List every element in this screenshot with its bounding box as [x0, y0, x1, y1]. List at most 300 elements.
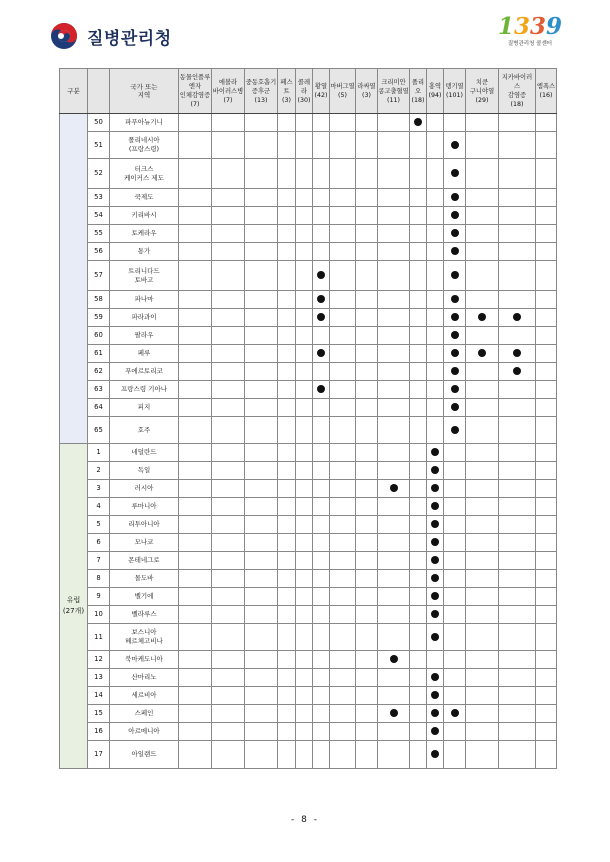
- disease-cell: [444, 381, 466, 399]
- disease-cell: [212, 741, 245, 769]
- disease-cell: [427, 207, 444, 225]
- table-row: [60, 399, 557, 417]
- disease-cell: [179, 291, 212, 309]
- disease-cell: [356, 363, 378, 381]
- table-row: [60, 462, 557, 480]
- presence-dot-icon: [431, 556, 439, 564]
- disease-cell: [179, 159, 212, 189]
- disease-cell: [278, 516, 296, 534]
- disease-cell: [245, 291, 278, 309]
- disease-cell: [444, 207, 466, 225]
- row-number: 8: [88, 570, 110, 588]
- disease-cell: [330, 651, 356, 669]
- disease-cell: [313, 705, 330, 723]
- disease-cell: [499, 291, 536, 309]
- disease-cell: [245, 399, 278, 417]
- disease-cell: [278, 159, 296, 189]
- presence-dot-icon: [317, 313, 325, 321]
- country-name: 호주: [110, 417, 179, 444]
- disease-cell: [499, 309, 536, 327]
- presence-dot-icon: [414, 118, 422, 126]
- disease-cell: [179, 399, 212, 417]
- presence-dot-icon: [431, 574, 439, 582]
- disease-cell: [427, 444, 444, 462]
- disease-cell: [179, 606, 212, 624]
- presence-dot-icon: [478, 313, 486, 321]
- disease-cell: [410, 225, 427, 243]
- presence-dot-icon: [451, 709, 459, 717]
- disease-cell: [179, 363, 212, 381]
- presence-dot-icon: [451, 426, 459, 434]
- disease-cell: [330, 243, 356, 261]
- disease-cell: [212, 189, 245, 207]
- disease-cell: [444, 534, 466, 552]
- presence-dot-icon: [431, 727, 439, 735]
- disease-cell: [313, 687, 330, 705]
- disease-cell: [278, 741, 296, 769]
- disease-cell: [313, 570, 330, 588]
- table-row: [60, 669, 557, 687]
- disease-cell: [499, 462, 536, 480]
- disease-cell: [466, 132, 499, 159]
- disease-cell: [278, 132, 296, 159]
- disease-cell: [356, 669, 378, 687]
- presence-dot-icon: [431, 502, 439, 510]
- presence-dot-icon: [431, 484, 439, 492]
- column-header-region: 구분: [60, 69, 88, 114]
- disease-cell: [356, 309, 378, 327]
- disease-cell: [278, 480, 296, 498]
- disease-cell: [330, 534, 356, 552]
- disease-cell: [444, 363, 466, 381]
- row-number: 16: [88, 723, 110, 741]
- taegeuk-icon: [50, 22, 78, 50]
- disease-cell: [466, 444, 499, 462]
- disease-cell: [245, 687, 278, 705]
- disease-cell: [330, 399, 356, 417]
- disease-cell: [330, 516, 356, 534]
- disease-cell: [330, 189, 356, 207]
- disease-cell: [499, 534, 536, 552]
- disease-cell: [536, 327, 557, 345]
- disease-cell: [466, 606, 499, 624]
- country-name: 북마케도니아: [110, 651, 179, 669]
- disease-cell: [444, 399, 466, 417]
- disease-cell: [313, 669, 330, 687]
- disease-cell: [536, 363, 557, 381]
- disease-cell: [427, 651, 444, 669]
- disease-cell: [378, 327, 410, 345]
- presence-dot-icon: [431, 592, 439, 600]
- disease-cell: [410, 669, 427, 687]
- disease-cell: [444, 291, 466, 309]
- disease-cell: [499, 570, 536, 588]
- table-row: [60, 327, 557, 345]
- hotline-digit: 9: [546, 13, 563, 40]
- column-header-c12: 치쿤 구니야열 (29): [466, 69, 499, 114]
- country-name: 피지: [110, 399, 179, 417]
- disease-cell: [245, 534, 278, 552]
- disease-cell: [212, 345, 245, 363]
- disease-cell: [427, 480, 444, 498]
- disease-cell: [444, 588, 466, 606]
- presence-dot-icon: [317, 295, 325, 303]
- disease-cell: [212, 534, 245, 552]
- disease-cell: [179, 570, 212, 588]
- disease-cell: [296, 705, 313, 723]
- disease-cell: [378, 132, 410, 159]
- disease-cell: [466, 498, 499, 516]
- disease-cell: [313, 189, 330, 207]
- disease-cell: [278, 723, 296, 741]
- disease-cell: [179, 624, 212, 651]
- disease-cell: [410, 606, 427, 624]
- disease-cell: [313, 606, 330, 624]
- presence-dot-icon: [478, 349, 486, 357]
- disease-cell: [536, 480, 557, 498]
- disease-cell: [330, 480, 356, 498]
- disease-cell: [296, 345, 313, 363]
- presence-dot-icon: [451, 385, 459, 393]
- disease-cell: [466, 741, 499, 769]
- table-row: [60, 552, 557, 570]
- table-body: [60, 114, 557, 769]
- disease-cell: [410, 588, 427, 606]
- disease-cell: [466, 114, 499, 132]
- disease-cell: [410, 480, 427, 498]
- disease-cell: [378, 570, 410, 588]
- disease-cell: [330, 444, 356, 462]
- disease-cell: [179, 114, 212, 132]
- country-name: 쿡제도: [110, 189, 179, 207]
- disease-cell: [179, 651, 212, 669]
- disease-cell: [466, 381, 499, 399]
- disease-cell: [356, 114, 378, 132]
- disease-cell: [444, 516, 466, 534]
- disease-cell: [356, 345, 378, 363]
- country-name: 파푸아뉴기니: [110, 114, 179, 132]
- disease-cell: [330, 159, 356, 189]
- disease-cell: [499, 723, 536, 741]
- disease-cell: [378, 291, 410, 309]
- disease-cell: [499, 687, 536, 705]
- row-number: 57: [88, 261, 110, 291]
- table-row: [60, 159, 557, 189]
- disease-cell: [444, 651, 466, 669]
- disease-cell: [330, 381, 356, 399]
- row-number: 62: [88, 363, 110, 381]
- presence-dot-icon: [451, 313, 459, 321]
- disease-cell: [466, 207, 499, 225]
- disease-cell: [466, 243, 499, 261]
- disease-cell: [499, 399, 536, 417]
- country-name: 터크스 케이커스 제도: [110, 159, 179, 189]
- row-number: 17: [88, 741, 110, 769]
- country-name: 통가: [110, 243, 179, 261]
- presence-dot-icon: [513, 367, 521, 375]
- country-name: 스페인: [110, 705, 179, 723]
- country-name: 몬테네그로: [110, 552, 179, 570]
- disease-cell: [212, 114, 245, 132]
- disease-cell: [245, 588, 278, 606]
- disease-cell: [245, 309, 278, 327]
- disease-cell: [444, 687, 466, 705]
- disease-cell: [179, 417, 212, 444]
- disease-cell: [410, 114, 427, 132]
- disease-cell: [466, 669, 499, 687]
- disease-cell: [212, 327, 245, 345]
- disease-cell: [330, 606, 356, 624]
- hotline-logo: [490, 14, 570, 56]
- presence-dot-icon: [390, 655, 398, 663]
- disease-cell: [378, 363, 410, 381]
- disease-cell: [378, 243, 410, 261]
- disease-cell: [427, 741, 444, 769]
- page-header: [0, 0, 610, 62]
- disease-cell: [499, 345, 536, 363]
- disease-cell: [536, 741, 557, 769]
- disease-cell: [466, 624, 499, 651]
- disease-cell: [378, 651, 410, 669]
- disease-cell: [212, 417, 245, 444]
- disease-cell: [536, 723, 557, 741]
- disease-cell: [410, 687, 427, 705]
- disease-cell: [245, 480, 278, 498]
- disease-cell: [212, 363, 245, 381]
- disease-cell: [427, 516, 444, 534]
- disease-cell: [278, 417, 296, 444]
- row-number: 11: [88, 624, 110, 651]
- disease-cell: [245, 552, 278, 570]
- disease-cell: [427, 381, 444, 399]
- disease-cell: [212, 588, 245, 606]
- disease-cell: [245, 462, 278, 480]
- disease-cell: [427, 417, 444, 444]
- disease-cell: [313, 462, 330, 480]
- disease-cell: [278, 261, 296, 291]
- disease-cell: [378, 114, 410, 132]
- disease-cell: [536, 624, 557, 651]
- disease-cell: [427, 399, 444, 417]
- table-row: [60, 480, 557, 498]
- disease-cell: [278, 207, 296, 225]
- disease-cell: [245, 261, 278, 291]
- agency-name: 질병관리청: [87, 28, 172, 49]
- disease-cell: [296, 723, 313, 741]
- disease-cell: [179, 261, 212, 291]
- table-row: [60, 516, 557, 534]
- disease-cell: [410, 261, 427, 291]
- disease-cell: [378, 417, 410, 444]
- disease-cell: [466, 480, 499, 498]
- country-name: 폴리네시아 (프랑스령): [110, 132, 179, 159]
- disease-cell: [296, 207, 313, 225]
- disease-cell: [296, 363, 313, 381]
- row-number: 5: [88, 516, 110, 534]
- disease-cell: [378, 606, 410, 624]
- disease-cell: [296, 651, 313, 669]
- disease-cell: [444, 444, 466, 462]
- disease-cell: [313, 114, 330, 132]
- region-cell: 유럽 (27개): [60, 444, 88, 769]
- disease-cell: [499, 498, 536, 516]
- disease-cell: [278, 225, 296, 243]
- disease-cell: [296, 516, 313, 534]
- disease-cell: [278, 363, 296, 381]
- presence-dot-icon: [451, 367, 459, 375]
- disease-cell: [313, 741, 330, 769]
- disease-cell: [536, 381, 557, 399]
- country-name: 파라과이: [110, 309, 179, 327]
- disease-cell: [499, 327, 536, 345]
- presence-dot-icon: [451, 331, 459, 339]
- disease-cell: [378, 669, 410, 687]
- disease-cell: [444, 624, 466, 651]
- disease-cell: [427, 498, 444, 516]
- table-row: [60, 705, 557, 723]
- disease-cell: [296, 462, 313, 480]
- disease-cell: [499, 132, 536, 159]
- disease-cell: [378, 207, 410, 225]
- disease-cell: [444, 723, 466, 741]
- disease-cell: [245, 498, 278, 516]
- country-name: 푸에르토리코: [110, 363, 179, 381]
- disease-cell: [212, 498, 245, 516]
- row-number: 7: [88, 552, 110, 570]
- disease-cell: [278, 588, 296, 606]
- disease-cell: [356, 399, 378, 417]
- disease-cell: [330, 552, 356, 570]
- table-row: [60, 444, 557, 462]
- disease-cell: [313, 480, 330, 498]
- disease-cell: [212, 570, 245, 588]
- disease-cell: [245, 243, 278, 261]
- country-name: 벨라루스: [110, 606, 179, 624]
- country-name: 독일: [110, 462, 179, 480]
- disease-cell: [427, 345, 444, 363]
- disease-cell: [444, 309, 466, 327]
- disease-cell: [536, 261, 557, 291]
- disease-cell: [536, 444, 557, 462]
- presence-dot-icon: [451, 349, 459, 357]
- disease-cell: [499, 225, 536, 243]
- column-header-c1: 에볼라 바이러스병 (7): [212, 69, 245, 114]
- disease-cell: [410, 705, 427, 723]
- disease-cell: [499, 114, 536, 132]
- disease-cell: [466, 225, 499, 243]
- row-number: 4: [88, 498, 110, 516]
- country-name: 아일랜드: [110, 741, 179, 769]
- disease-cell: [278, 189, 296, 207]
- disease-cell: [212, 444, 245, 462]
- disease-cell: [444, 243, 466, 261]
- table-row: [60, 687, 557, 705]
- presence-dot-icon: [431, 691, 439, 699]
- disease-cell: [313, 723, 330, 741]
- disease-cell: [179, 381, 212, 399]
- column-header-c13: 지카바이러스 감염증 (18): [499, 69, 536, 114]
- table-row: [60, 498, 557, 516]
- disease-cell: [410, 159, 427, 189]
- disease-cell: [245, 669, 278, 687]
- disease-cell: [427, 552, 444, 570]
- disease-cell: [313, 516, 330, 534]
- disease-cell: [378, 399, 410, 417]
- presence-dot-icon: [317, 349, 325, 357]
- disease-cell: [499, 480, 536, 498]
- table-row: [60, 381, 557, 399]
- disease-cell: [444, 570, 466, 588]
- disease-cell: [378, 480, 410, 498]
- disease-cell: [466, 687, 499, 705]
- disease-cell: [179, 243, 212, 261]
- disease-cell: [466, 552, 499, 570]
- row-number: 52: [88, 159, 110, 189]
- disease-cell: [296, 417, 313, 444]
- country-name: 아르메니아: [110, 723, 179, 741]
- presence-dot-icon: [431, 673, 439, 681]
- disease-cell: [378, 261, 410, 291]
- disease-cell: [356, 225, 378, 243]
- row-number: 53: [88, 189, 110, 207]
- disease-cell: [313, 327, 330, 345]
- disease-cell: [278, 534, 296, 552]
- disease-cell: [212, 207, 245, 225]
- disease-cell: [427, 114, 444, 132]
- country-name: 세르비아: [110, 687, 179, 705]
- table-row: [60, 570, 557, 588]
- disease-cell: [536, 516, 557, 534]
- disease-cell: [330, 363, 356, 381]
- disease-cell: [466, 462, 499, 480]
- disease-cell: [245, 189, 278, 207]
- row-number: 55: [88, 225, 110, 243]
- table-row: [60, 261, 557, 291]
- disease-cell: [444, 345, 466, 363]
- disease-cell: [466, 363, 499, 381]
- disease-cell: [536, 291, 557, 309]
- disease-cell: [278, 651, 296, 669]
- table-row: [60, 534, 557, 552]
- presence-dot-icon: [513, 313, 521, 321]
- disease-cell: [427, 189, 444, 207]
- row-number: 12: [88, 651, 110, 669]
- disease-cell: [330, 669, 356, 687]
- disease-cell: [330, 570, 356, 588]
- presence-dot-icon: [451, 271, 459, 279]
- table-row: [60, 114, 557, 132]
- table-row: [60, 417, 557, 444]
- presence-dot-icon: [390, 709, 398, 717]
- disease-cell: [410, 363, 427, 381]
- row-number: 1: [88, 444, 110, 462]
- disease-cell: [378, 516, 410, 534]
- disease-cell: [278, 552, 296, 570]
- disease-cell: [466, 309, 499, 327]
- disease-cell: [356, 462, 378, 480]
- disease-cell: [410, 444, 427, 462]
- disease-cell: [313, 309, 330, 327]
- disease-cell: [499, 417, 536, 444]
- disease-cell: [313, 651, 330, 669]
- disease-cell: [410, 534, 427, 552]
- disease-cell: [410, 399, 427, 417]
- disease-cell: [466, 261, 499, 291]
- table-row: [60, 624, 557, 651]
- disease-cell: [427, 291, 444, 309]
- disease-cell: [410, 624, 427, 651]
- disease-cell: [245, 345, 278, 363]
